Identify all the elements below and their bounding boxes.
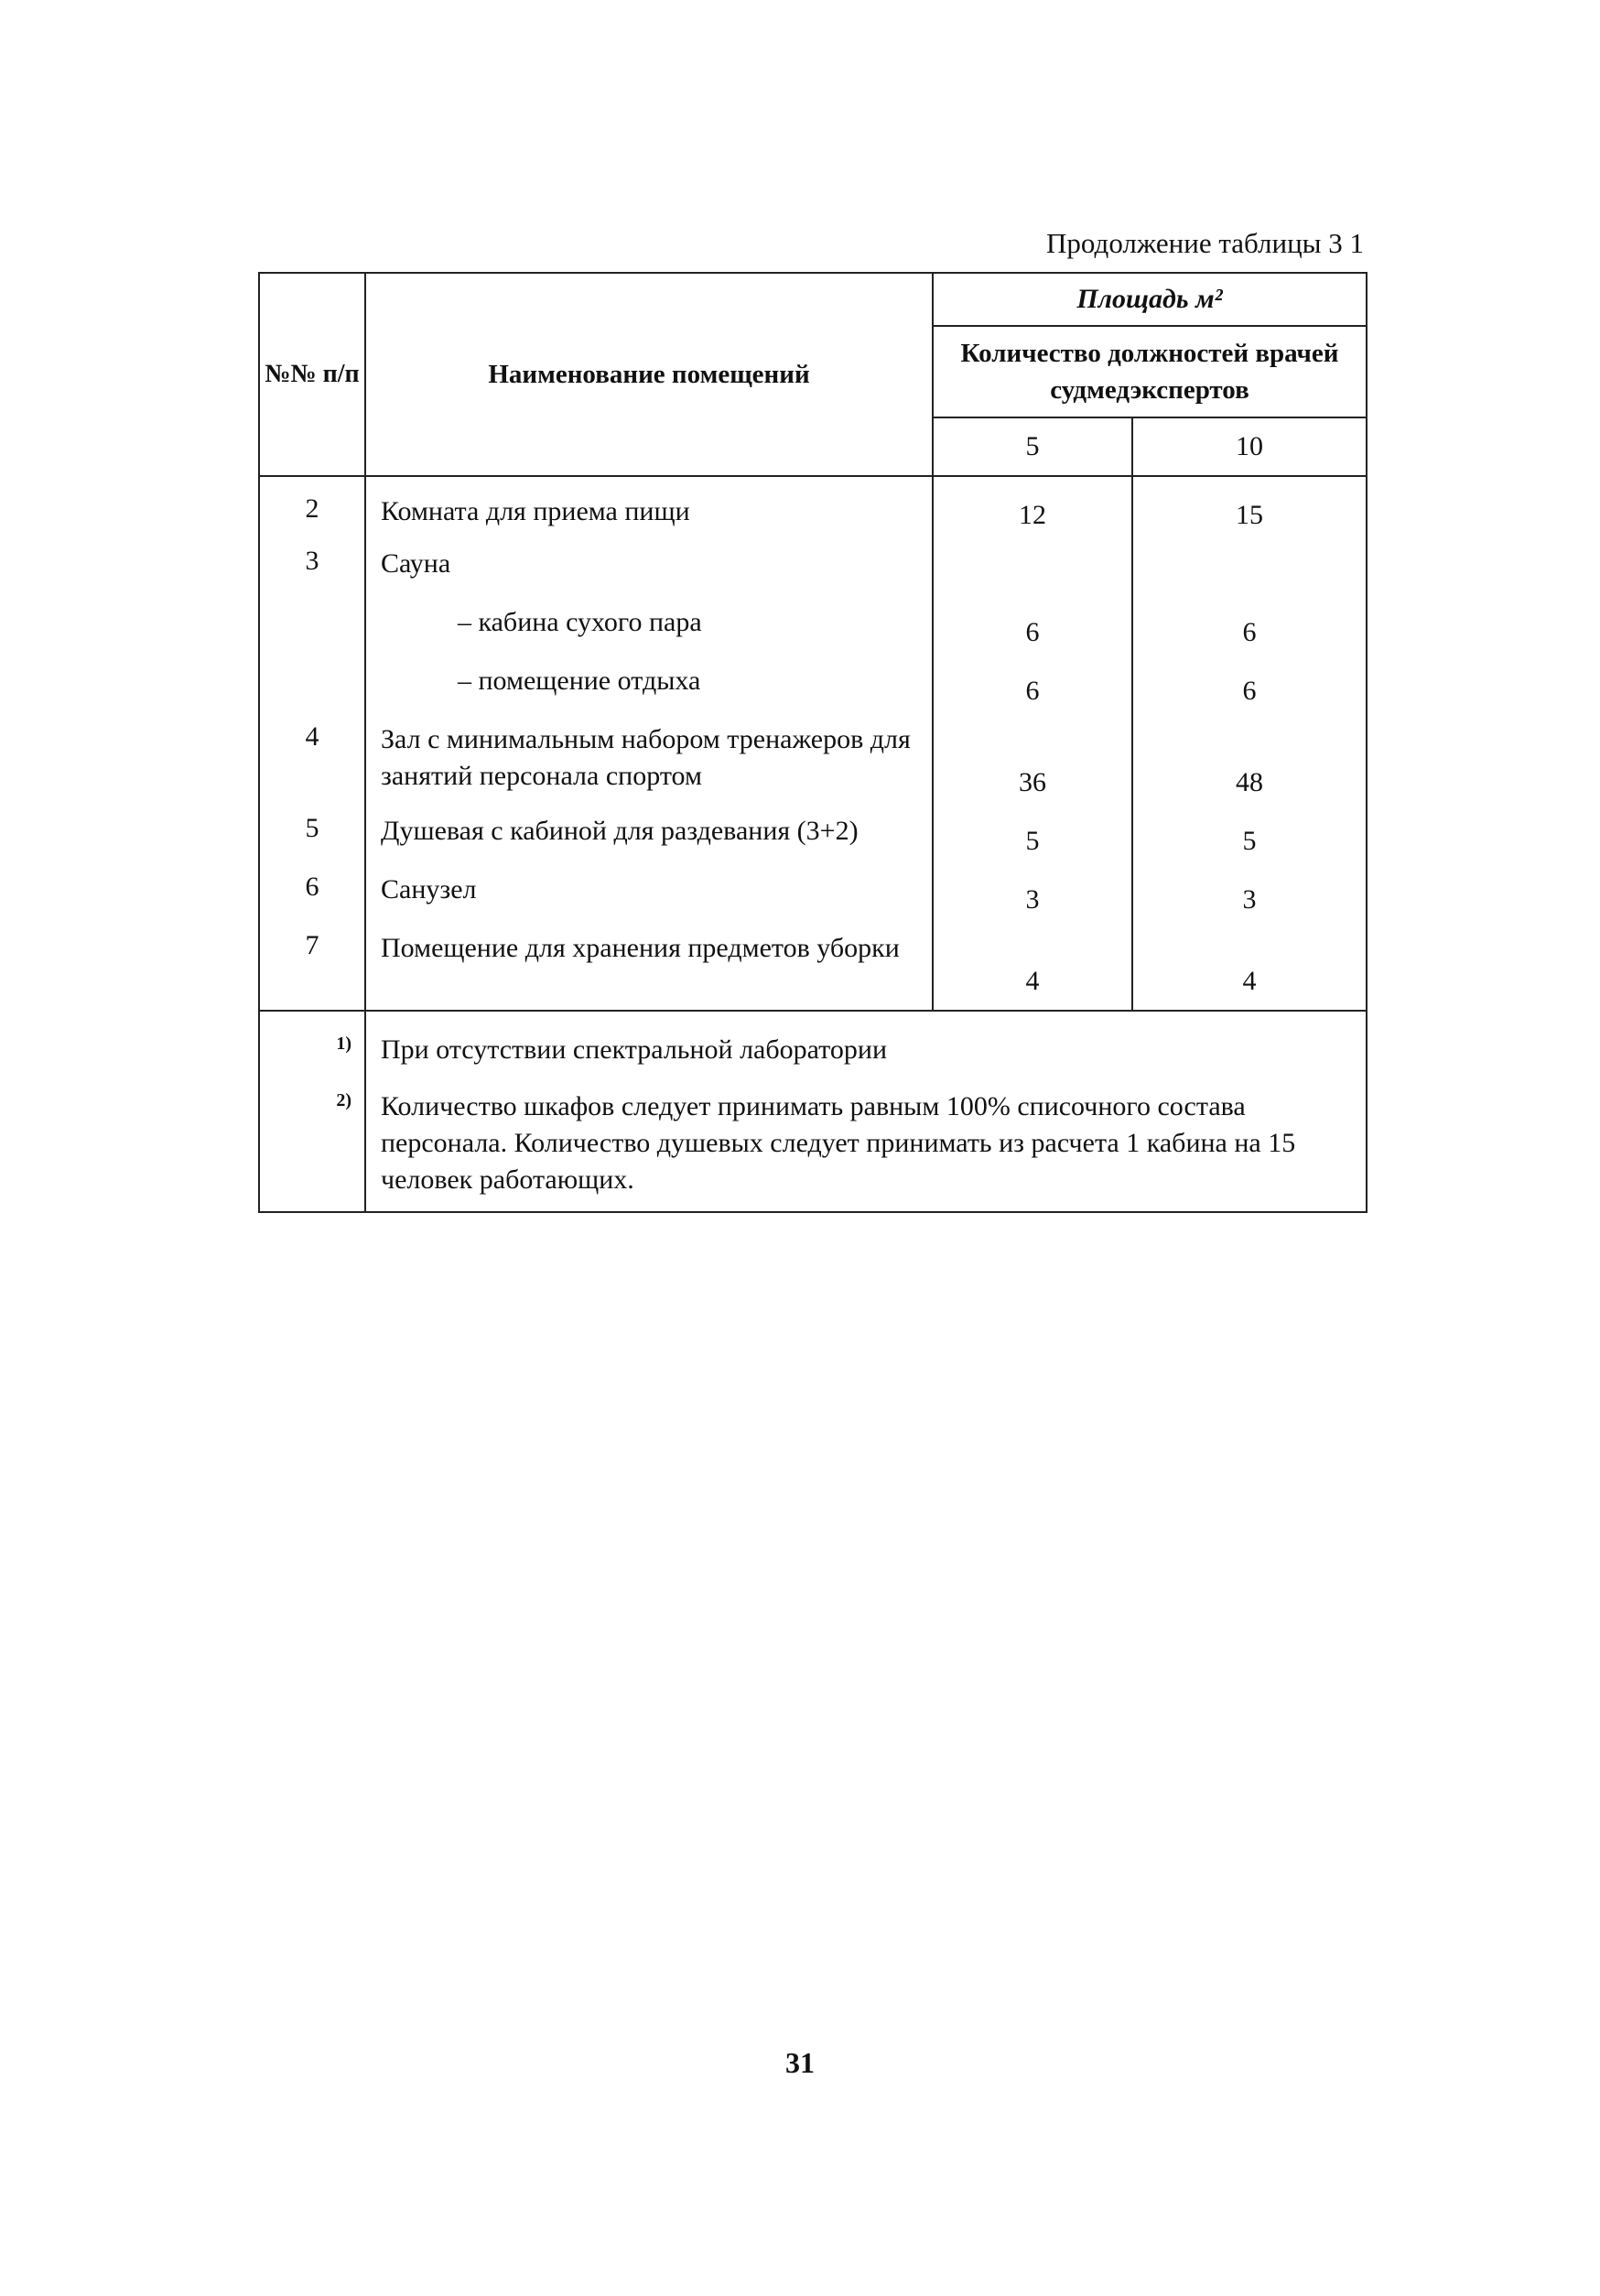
- row-value-10: 4: [1132, 919, 1367, 1011]
- header-number: №№ п/п: [259, 273, 365, 476]
- row-number: 5: [259, 802, 365, 861]
- row-value-5: [933, 535, 1132, 593]
- row-number: 7: [259, 919, 365, 1011]
- row-name: Комната для приема пищи: [365, 476, 933, 535]
- row-name: Зал с минимальным набором тренажеров для занятий персонала спортом: [365, 710, 933, 802]
- row-value-5: 4: [933, 919, 1132, 1011]
- row-name: Помещение для хранения предметов уборки: [365, 919, 933, 1011]
- page-number: 31: [785, 2046, 815, 2079]
- table-row: [259, 802, 1367, 861]
- row-number: [259, 652, 365, 710]
- table-row: [259, 476, 1367, 535]
- row-name: – кабина сухого пара: [365, 593, 933, 652]
- row-value-10: 6: [1132, 652, 1367, 710]
- row-value-5: 12: [933, 476, 1132, 535]
- table-row: [259, 710, 1367, 802]
- table-row: [259, 593, 1367, 652]
- header-positions-count: Количество должностей врачей судмедэкспертов: [933, 326, 1367, 417]
- header-col-10: 10: [1132, 417, 1367, 476]
- header-area: Площадь м²: [933, 273, 1367, 326]
- row-name: – помещение отдыха: [365, 652, 933, 710]
- table-row: [259, 919, 1367, 1011]
- row-name: Санузел: [365, 861, 933, 919]
- row-value-10: 3: [1132, 861, 1367, 919]
- row-value-5: 36: [933, 710, 1132, 802]
- row-value-5: 3: [933, 861, 1132, 919]
- footnote-text: Количество шкафов следует принимать равным 100% списочного состава персонала. Количество душевых следует принимать из расчета 1 кабина на 15 человек работающих.: [365, 1068, 1367, 1212]
- row-number: 3: [259, 535, 365, 593]
- row-value-10: 6: [1132, 593, 1367, 652]
- rooms-area-table: [258, 272, 1368, 1213]
- footnote-text: При отсутствии спектральной лаборатории: [365, 1011, 1367, 1068]
- footnote-mark: 2): [259, 1068, 365, 1212]
- row-value-5: 6: [933, 593, 1132, 652]
- row-value-5: 6: [933, 652, 1132, 710]
- footnote-row: [259, 1068, 1367, 1212]
- table-row: [259, 652, 1367, 710]
- footnote-mark: 1): [259, 1011, 365, 1068]
- row-value-5: 5: [933, 802, 1132, 861]
- row-value-10: 48: [1132, 710, 1367, 802]
- table-row: [259, 535, 1367, 593]
- row-number: 2: [259, 476, 365, 535]
- table-caption: Продолжение таблицы 3 1: [1046, 227, 1364, 259]
- table-row: [259, 861, 1367, 919]
- row-value-10: 5: [1132, 802, 1367, 861]
- row-number: 6: [259, 861, 365, 919]
- row-name: Сауна: [365, 535, 933, 593]
- row-number: [259, 593, 365, 652]
- row-number: 4: [259, 710, 365, 802]
- row-value-10: [1132, 535, 1367, 593]
- row-value-10: 15: [1132, 476, 1367, 535]
- header-room-name: Наименование помещений: [365, 273, 933, 476]
- footnote-row: [259, 1011, 1367, 1068]
- row-name: Душевая с кабиной для раздевания (3+2): [365, 802, 933, 861]
- header-col-5: 5: [933, 417, 1132, 476]
